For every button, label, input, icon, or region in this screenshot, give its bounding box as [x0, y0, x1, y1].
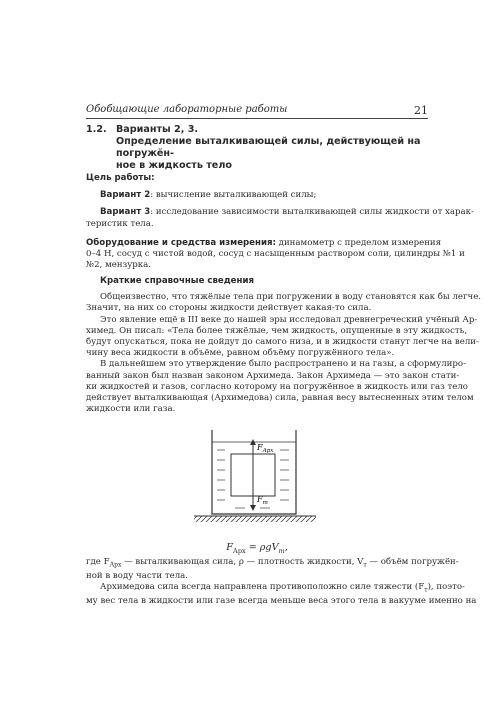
goal-section: [86, 173, 474, 230]
equipment-text-line3: №2, мензурка.: [86, 260, 152, 271]
p3-line2: ванный закон был назван законом Архимеда. Закон Архимеда — это закон стати-: [86, 370, 460, 381]
variant3-text-line1: : исследование зависимости выталкивающей силы жидкости от харак-: [150, 207, 474, 218]
variant2-item: [86, 190, 428, 201]
section-heading: [86, 124, 428, 172]
after-formula-text: [86, 557, 477, 607]
p3-line5: жидкости или газа.: [86, 404, 176, 415]
p2-line4: чину веса жидкости в объёме, равном объёму погружённого тела».: [86, 348, 395, 359]
p2-line1: Это явление ещё в III веке до нашей эры исследовал древнегреческий учёный Ар-: [100, 314, 478, 325]
p3-line1: В дальнейшем это утверждение было распространено и на газы, а сформулиро-: [100, 359, 466, 370]
variant3-text-line2: теристик тела.: [86, 218, 154, 229]
variant2-text: : вычисление выталкивающей силы;: [150, 190, 317, 201]
equipment-label: Оборудование и средства измерения:: [86, 238, 276, 248]
reference-section: [86, 276, 482, 415]
paragraph-2: [86, 314, 479, 360]
variant3-label: Вариант 3: [100, 207, 151, 218]
equipment-text-line1: динамометр с пределом измерения: [275, 238, 442, 248]
page-number: 21: [414, 104, 428, 117]
reference-heading: Краткие справочные сведения: [100, 276, 254, 286]
p3-line4: действует выталкивающая (Архимедова) сила, равная весу вытесненных этим телом: [86, 393, 474, 404]
variant2-label: Вариант 2: [100, 190, 151, 201]
section-title-line1: Варианты 2, 3.: [116, 124, 199, 135]
p2-line2: химед. Он писал: «Тела более тяжёлые, чем жидкость, опущенные в эту жидкость,: [86, 325, 468, 336]
ground-hatch: [194, 516, 316, 522]
p1-line2: Значит, на них со стороны жидкости действует какая-то сила.: [86, 303, 372, 314]
section-title-line3: ное в жидкость тело: [116, 160, 232, 171]
buoyant-force-label: $F_{Арх}$: [257, 443, 274, 454]
gravity-force-label: $F_т$: [257, 495, 268, 506]
p2-line3: будут опускаться, пока не дойдут до самого низа, и в жидкости станут легче на вели-: [86, 337, 479, 348]
archimedes-formula: $F_{Арх} = \rho gV_т$,: [226, 542, 288, 555]
legend-line2: ной в воду части тела.: [86, 570, 189, 581]
conclusion-line2: му вес тела в жидкости или газе всегда меньше веса этого тела в вакууме именно на: [86, 596, 477, 607]
p1-line1: Общеизвестно, что тяжёлые тела при погружении в воду становятся как бы легче.: [100, 292, 482, 303]
conclusion-line1: Архимедова сила всегда направлена противоположно силе тяжести $(F_т)$, поэто-: [100, 582, 465, 594]
paragraph-3: [86, 359, 474, 415]
equipment-text-line2: 0–4 Н, сосуд с чистой водой, сосуд с насыщенным раствором соли, цилиндры №1 и: [86, 249, 465, 260]
paragraph-1: [86, 292, 482, 314]
archimedes-figure: [190, 428, 320, 526]
goal-heading: Цель работы:: [86, 173, 155, 183]
section-number: 1.2.: [86, 124, 107, 135]
legend-line1: где $F_{Арх}$ — выталкивающая сила, ρ — плотность жидкости, $V_т$ — объём погружён-: [86, 557, 459, 569]
variant3-item: [86, 207, 474, 218]
p3-line3: ки жидкостей и газов, согласно которому на погружённое в жидкость или газ тело: [86, 381, 468, 392]
running-head: [86, 104, 428, 119]
equipment-section: [86, 238, 465, 272]
section-title-line2: Определение выталкивающей силы, действующей на погружён-: [116, 136, 421, 159]
running-head-title: Обобщающие лабораторные работы: [86, 104, 288, 115]
